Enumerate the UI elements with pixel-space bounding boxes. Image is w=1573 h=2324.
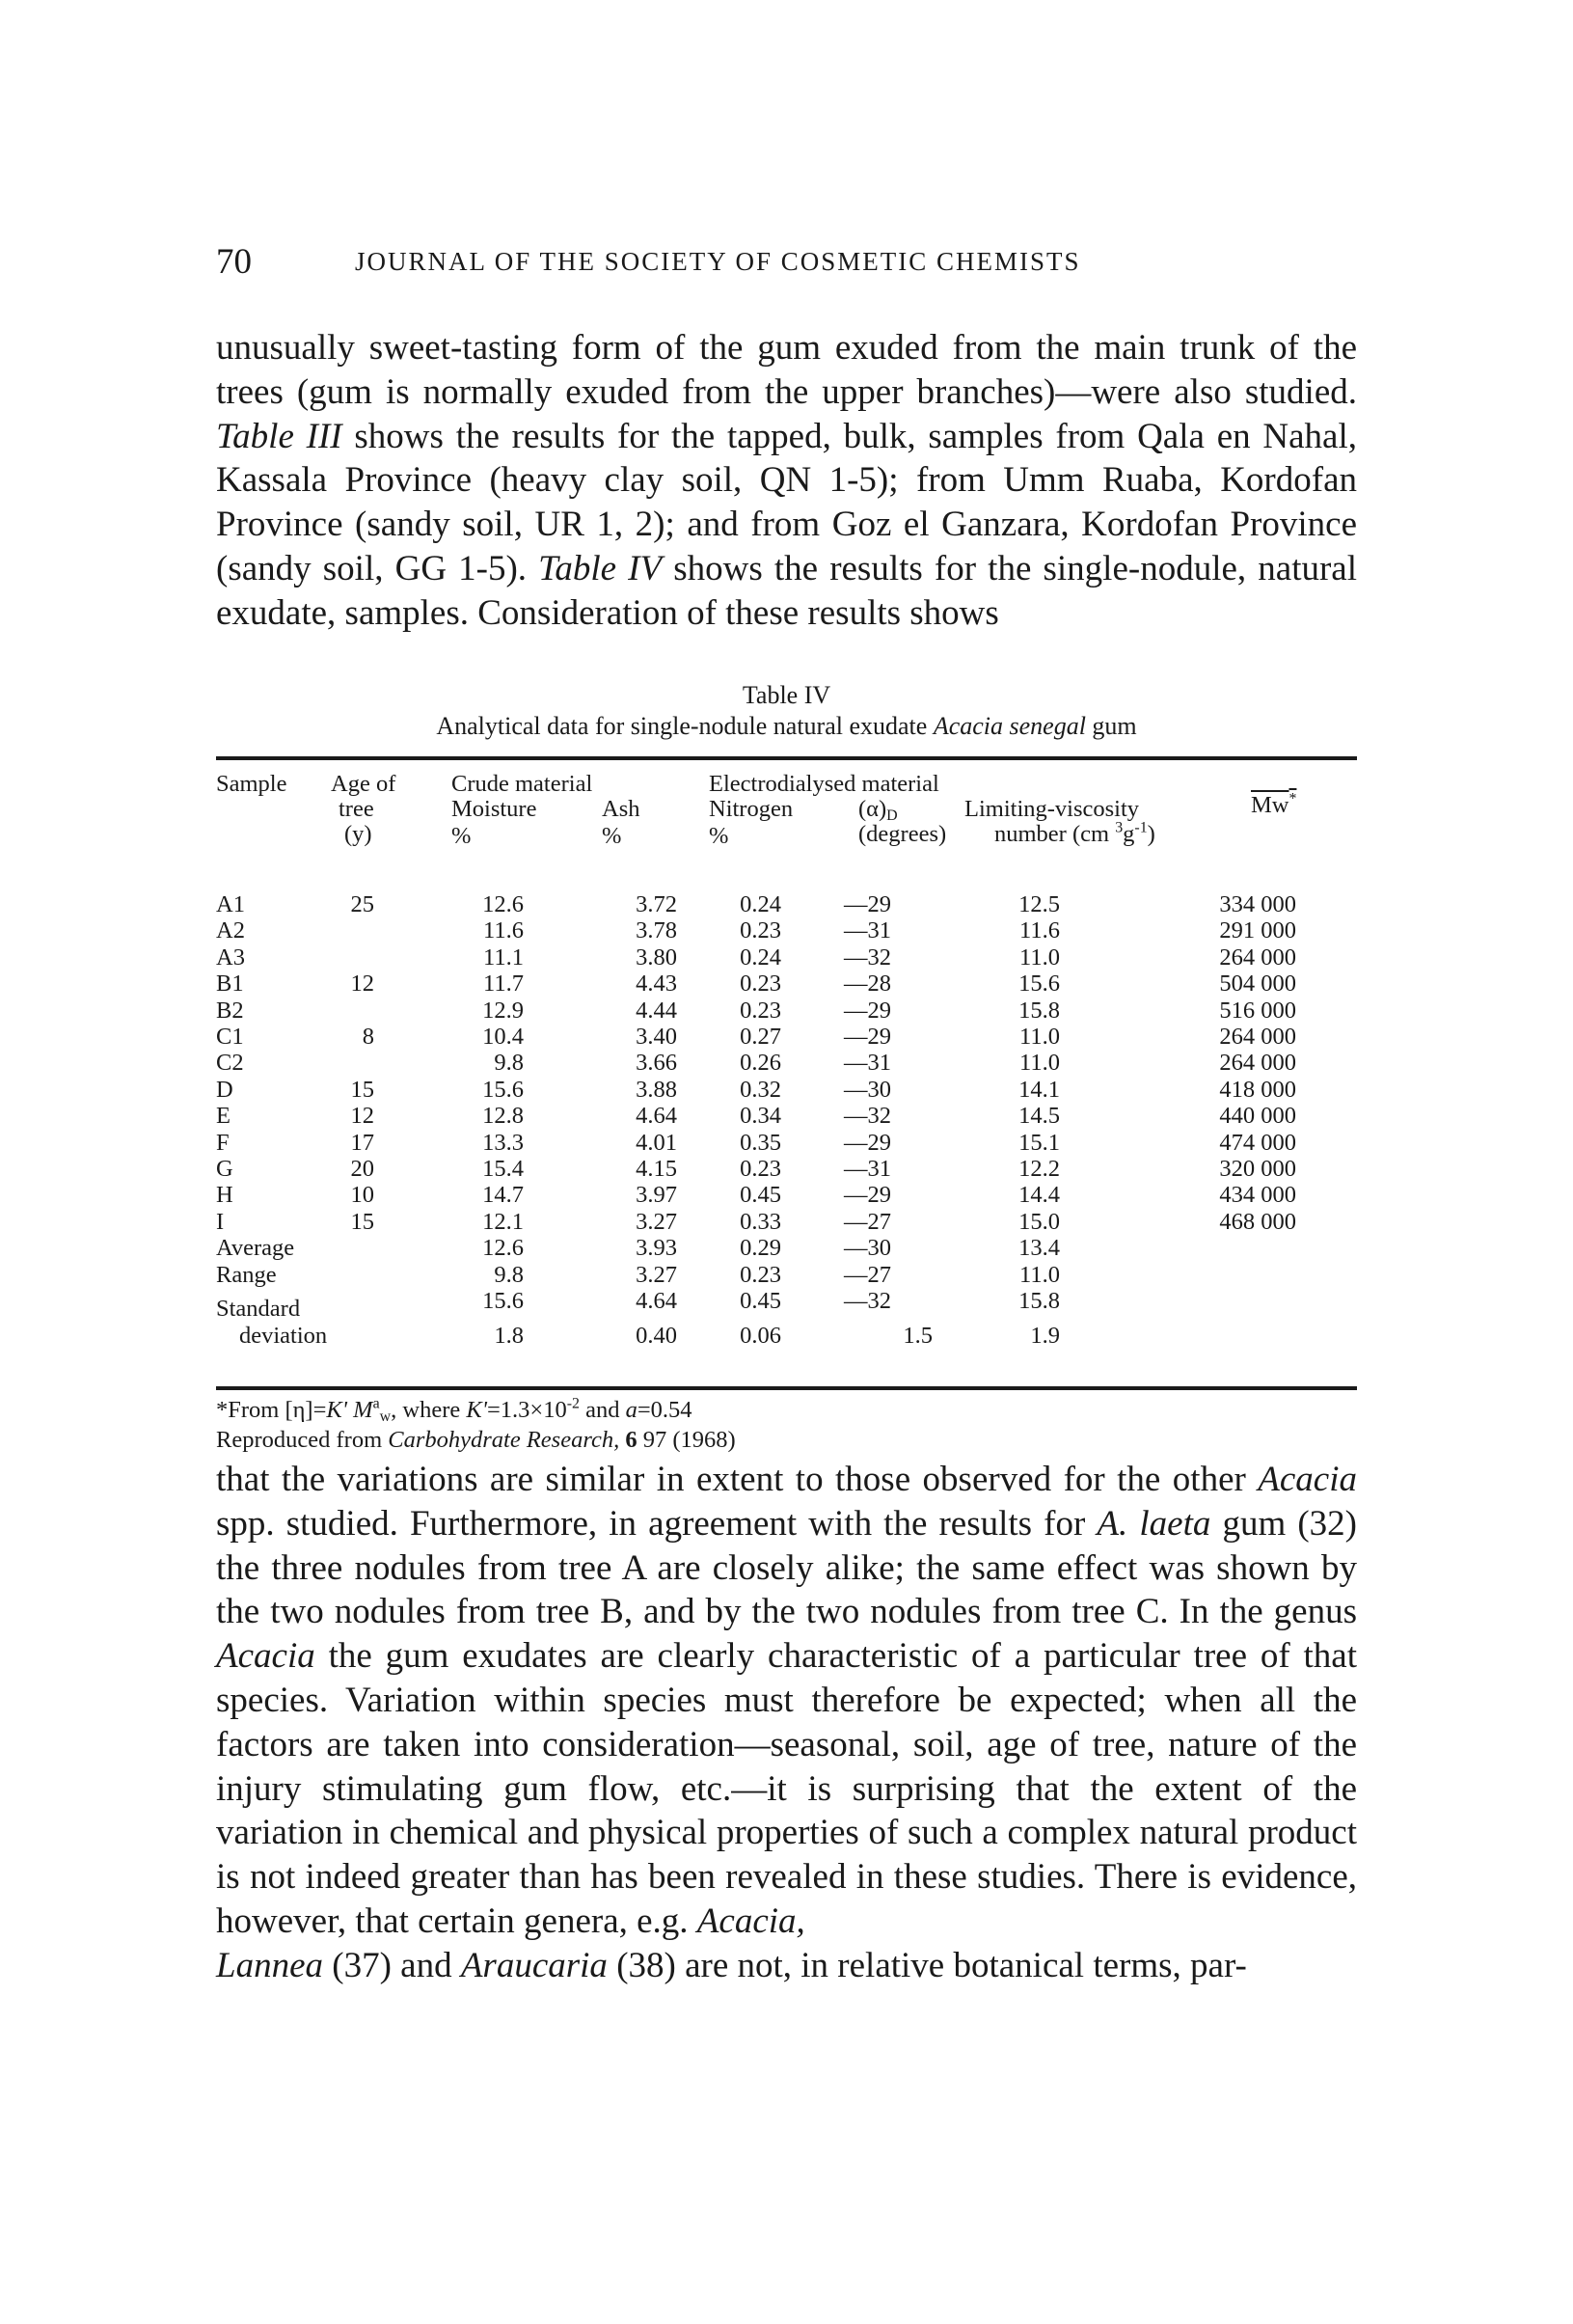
header-alpha-sub: D <box>886 807 898 824</box>
cell-nitrogen: 0.35 <box>740 1129 781 1156</box>
footnote-text: and <box>579 1397 626 1423</box>
cell-alpha: —29 <box>844 997 891 1024</box>
header-lv: Limiting-viscosity <box>964 796 1140 822</box>
table-row <box>216 1078 1357 1104</box>
cell-nitrogen: 0.45 <box>740 1182 781 1209</box>
footnote-sup: -2 <box>566 1395 580 1412</box>
cell-moisture: 15.6 <box>482 1076 524 1103</box>
header-mw-star: * <box>1288 790 1297 807</box>
cell-age: 25 <box>350 891 374 917</box>
cell-moisture: 15.4 <box>482 1156 524 1182</box>
paragraph-text: (38) are not, in relative botanical terms, par- <box>607 1945 1247 1985</box>
cell-moisture: 13.3 <box>482 1129 524 1156</box>
cell-lvn: 12.2 <box>1018 1156 1060 1182</box>
cell-sample: H <box>216 1182 233 1209</box>
footnote-text: , where <box>391 1397 467 1423</box>
cell-nitrogen: 0.33 <box>740 1208 781 1235</box>
footnote-var: a <box>625 1397 637 1423</box>
cell-age: 15 <box>350 1076 374 1103</box>
cell-moisture: 12.8 <box>482 1103 524 1130</box>
footnote-sub: w <box>379 1408 392 1425</box>
footnote-text: *From [η]= <box>216 1397 327 1423</box>
cell-mw: 291 000 <box>1219 917 1296 944</box>
header-nitrogen: Nitrogen <box>709 796 794 822</box>
cell-sample: F <box>216 1129 230 1156</box>
caption-text: gum <box>1085 712 1137 740</box>
cell-nitrogen: 0.29 <box>740 1235 781 1262</box>
cell-age: 20 <box>350 1156 374 1182</box>
cell-ash: 4.64 <box>636 1103 677 1130</box>
cell-lvn: 14.5 <box>1018 1103 1060 1130</box>
genus-name: Acacia <box>216 1636 315 1677</box>
cell-nitrogen: 0.45 <box>740 1288 781 1314</box>
header-lv-unit <box>994 819 1155 847</box>
table-row <box>216 892 1357 918</box>
header-sample: Sample <box>216 771 287 797</box>
cell-mw: 516 000 <box>1219 997 1296 1024</box>
cell-alpha: —29 <box>844 1129 891 1156</box>
paragraph-text: shows the results for the single-nodule, natural exudate, samples. Consideration of these results shows <box>216 548 1358 633</box>
paragraph-text: unusually sweet-tasting form of the gum exuded from the main trunk of the trees (gum is normally exuded from the upper branches)—were also studied. <box>216 328 1357 412</box>
cell-lvn: 14.1 <box>1018 1076 1060 1103</box>
cell-moisture: 12.6 <box>482 1235 524 1262</box>
cell-ash: 3.27 <box>636 1208 677 1235</box>
cell-sample: I <box>216 1208 225 1235</box>
cell-lvn: 11.6 <box>1019 917 1060 944</box>
header-alpha-unit: (degrees) <box>858 821 947 847</box>
table-row <box>216 1051 1357 1077</box>
species-name: A. laeta <box>1097 1503 1211 1544</box>
footnote-volume: 6 <box>619 1427 637 1453</box>
cell-mw: 440 000 <box>1219 1103 1296 1130</box>
cell-alpha: —30 <box>844 1235 891 1262</box>
cell-moisture: 12.6 <box>482 891 524 917</box>
cell-lvn: 11.0 <box>1019 1050 1060 1077</box>
cell-ash: 4.15 <box>636 1156 677 1182</box>
table-row <box>216 1157 1357 1183</box>
header-lv-sup: -1 <box>1134 819 1148 836</box>
cell-nitrogen: 0.34 <box>740 1103 781 1130</box>
cell-ash: 3.40 <box>636 1024 677 1050</box>
cell-mw: 434 000 <box>1219 1182 1296 1209</box>
cell-age: 12 <box>350 1103 374 1130</box>
cell-sample: Range <box>216 1261 277 1288</box>
footnote-text: =1.3×10 <box>486 1397 567 1423</box>
journal-title: JOURNAL OF THE SOCIETY OF COSMETIC CHEMISTS <box>355 247 1081 276</box>
cell-alpha: —27 <box>844 1208 891 1235</box>
table-row <box>216 1104 1357 1130</box>
cell-age: 10 <box>350 1182 374 1209</box>
cell-alpha: —32 <box>844 1288 891 1314</box>
cell-age: 15 <box>350 1208 374 1235</box>
cell-lvn: 14.4 <box>1018 1182 1060 1209</box>
table-top-rule <box>216 756 1357 760</box>
cell-alpha: —31 <box>844 1050 891 1077</box>
cell-alpha: —27 <box>844 1261 891 1288</box>
cell-moisture: 11.1 <box>483 943 524 971</box>
cell-alpha: —32 <box>844 1103 891 1130</box>
header-lv-sup: 3 <box>1115 819 1124 836</box>
header-ash-unit: % <box>602 823 622 849</box>
cell-moisture: 15.6 <box>482 1288 524 1314</box>
cell-moisture: 10.4 <box>482 1024 524 1050</box>
std-ash: 0.40 <box>636 1323 677 1349</box>
footnote-var: M <box>347 1397 373 1423</box>
cell-mw: 418 000 <box>1219 1076 1296 1103</box>
cell-alpha: —29 <box>844 1182 891 1209</box>
footnote-formula <box>216 1397 692 1424</box>
genus-name: Lannea <box>216 1945 323 1985</box>
cell-alpha: —30 <box>844 1076 891 1103</box>
cell-nitrogen: 0.27 <box>740 1024 781 1050</box>
table-row <box>216 945 1357 971</box>
cell-lvn: 15.0 <box>1018 1208 1060 1235</box>
header-ash: Ash <box>602 796 640 822</box>
cell-mw: 264 000 <box>1219 1050 1296 1077</box>
table-row <box>216 1210 1357 1236</box>
cell-nitrogen: 0.23 <box>740 1156 781 1182</box>
cell-lvn: 11.0 <box>1019 1261 1060 1288</box>
header-crude: Crude material <box>451 771 593 797</box>
header-lv-text: number (cm <box>994 821 1116 847</box>
cell-ash: 3.72 <box>636 891 677 917</box>
cell-nitrogen: 0.32 <box>740 1076 781 1103</box>
cell-nitrogen: 0.23 <box>740 917 781 944</box>
cell-sample: A2 <box>216 917 245 944</box>
cell-sample: B2 <box>216 997 244 1024</box>
cell-mw: 264 000 <box>1219 943 1296 971</box>
std-lvn: 1.9 <box>1030 1323 1060 1349</box>
table-row <box>216 1131 1357 1157</box>
std-moisture: 1.8 <box>494 1323 524 1349</box>
table-row <box>216 1025 1357 1051</box>
cell-mw: 468 000 <box>1219 1208 1296 1235</box>
cell-mw: 320 000 <box>1219 1156 1296 1182</box>
paragraph-text: shows the results for the tapped, bulk, samples from Qala en Nahal, Kassala Province (heavy clay soil, QN 1-5); from Umm Ruaba, Kordofan Province (sandy soil, UR 1, 2); and from Goz el Ganzara, Kordofan Province (sandy soil, GG 1-5). <box>216 416 1357 588</box>
cell-lvn: 11.0 <box>1019 943 1060 971</box>
paragraph-last-line <box>216 1946 1247 1985</box>
cell-ash: 3.88 <box>636 1076 677 1103</box>
cell-sample: C1 <box>216 1024 244 1050</box>
table-bottom-rule <box>216 1386 1357 1390</box>
cell-alpha: —32 <box>844 943 891 971</box>
paragraph-text: the gum exudates are clearly characteristic of a particular tree of that species. Variation within species must therefore be expected; when all the factors are taken into consideration—seasonal, soil, age of tree, nature of the injury stimulating gum flow, etc.—it is surprising that the extent of the variation in chemical and physical properties of such a complex natural product is not indeed greater than has been revealed in these studies. There is evidence, however, that certain genera, e.g. <box>216 1636 1357 1941</box>
cell-age: 8 <box>362 1024 374 1050</box>
cell-ash: 3.93 <box>636 1235 677 1262</box>
header-age-tree: tree <box>339 796 374 822</box>
table-row <box>216 1236 1357 1262</box>
caption-species: Acacia senegal <box>933 712 1086 740</box>
header-moisture: Moisture <box>451 796 537 822</box>
cell-sample: A1 <box>216 891 245 917</box>
header-mw <box>1251 790 1297 818</box>
cell-nitrogen: 0.24 <box>740 943 781 971</box>
header-moisture-unit: % <box>451 823 472 849</box>
table-row <box>216 998 1357 1025</box>
cell-mw: 474 000 <box>1219 1129 1296 1156</box>
std-label: Standard <box>216 1296 301 1322</box>
paragraph-text: gum (32) the three nodules from tree A are closely alike; the same effect was shown by the two nodules from tree B, and by the two nodules from tree C. In the genus <box>216 1503 1357 1632</box>
cell-moisture: 9.8 <box>494 1050 524 1077</box>
cell-lvn: 15.8 <box>1018 997 1060 1024</box>
footnote-var: K' <box>326 1397 348 1423</box>
cell-lvn: 15.1 <box>1018 1129 1060 1156</box>
cell-lvn: 15.8 <box>1018 1288 1060 1314</box>
std-label: deviation <box>239 1323 328 1349</box>
header-alpha-symbol: (α) <box>858 796 887 822</box>
footnote-journal: Carbohydrate Research, <box>388 1427 620 1453</box>
table-row <box>216 918 1357 944</box>
header-electro: Electrodialysed material <box>709 771 939 797</box>
genus-name: Acacia, <box>696 1900 805 1941</box>
table-row <box>216 971 1357 998</box>
cell-mw: 504 000 <box>1219 971 1296 998</box>
cell-ash: 4.01 <box>636 1129 677 1156</box>
footnote-var: K' <box>466 1397 487 1423</box>
header-lv-close: ) <box>1147 821 1155 847</box>
cell-nitrogen: 0.23 <box>740 971 781 998</box>
header-nitrogen-unit: % <box>709 823 729 849</box>
cell-ash: 4.43 <box>636 971 677 998</box>
table-row <box>216 1183 1357 1209</box>
cell-moisture: 12.9 <box>482 997 524 1024</box>
caption-text: Analytical data for single-nodule natural exudate <box>436 712 934 740</box>
footnote-text: 97 (1968) <box>637 1427 736 1453</box>
cell-alpha: —31 <box>844 917 891 944</box>
cell-mw: 264 000 <box>1219 1024 1296 1050</box>
page-number: 70 <box>216 242 252 282</box>
data-table <box>216 772 1357 1351</box>
header-age-unit: (y) <box>344 821 372 847</box>
paragraph-text: (37) and <box>323 1945 461 1985</box>
cell-alpha: —29 <box>844 891 891 917</box>
std-alpha: 1.5 <box>903 1323 933 1349</box>
cell-lvn: 12.5 <box>1018 891 1060 917</box>
table-title: Table IV <box>742 681 831 709</box>
std-nitrogen: 0.06 <box>740 1323 781 1349</box>
cell-moisture: 11.7 <box>483 971 524 998</box>
cell-sample: D <box>216 1076 233 1103</box>
cell-alpha: —28 <box>844 971 891 998</box>
table-reference: Table III <box>216 416 342 456</box>
cell-moisture: 11.6 <box>483 917 524 944</box>
body-paragraph-1 <box>216 326 1357 636</box>
header-alpha <box>858 797 898 822</box>
genus-name: Araucaria <box>460 1945 608 1985</box>
cell-mw: 334 000 <box>1219 891 1296 917</box>
cell-moisture: 12.1 <box>482 1208 524 1235</box>
table-row <box>216 1263 1357 1289</box>
cell-sample: C2 <box>216 1050 244 1077</box>
header-lv-g: g <box>1123 821 1135 847</box>
cell-nitrogen: 0.23 <box>740 1261 781 1288</box>
paragraph-text: that the variations are similar in extent to those observed for the other <box>216 1460 1259 1499</box>
cell-ash: 4.44 <box>636 997 677 1024</box>
page-header <box>0 241 1573 280</box>
footnote-text: Reproduced from <box>216 1427 389 1453</box>
body-paragraph-2 <box>216 1458 1357 1988</box>
cell-sample: Average <box>216 1235 295 1262</box>
footnote-sup: a <box>372 1395 380 1412</box>
footnote-source <box>216 1427 736 1454</box>
cell-sample: A3 <box>216 943 245 971</box>
cell-moisture: 9.8 <box>494 1261 524 1288</box>
cell-moisture: 14.7 <box>482 1182 524 1209</box>
cell-age: 12 <box>350 971 374 998</box>
cell-lvn: 13.4 <box>1018 1235 1060 1262</box>
cell-sample: G <box>216 1156 233 1182</box>
genus-name: Acacia <box>1258 1460 1357 1499</box>
cell-nitrogen: 0.24 <box>740 891 781 917</box>
cell-ash: 3.97 <box>636 1182 677 1209</box>
cell-alpha: —31 <box>844 1156 891 1182</box>
cell-sample: E <box>216 1103 231 1130</box>
header-mw-text: Mw <box>1251 792 1289 818</box>
cell-lvn: 15.6 <box>1018 971 1060 998</box>
paragraph-text: spp. studied. Furthermore, in agreement with the results for <box>216 1503 1098 1544</box>
cell-nitrogen: 0.26 <box>740 1050 781 1077</box>
cell-ash: 3.27 <box>636 1261 677 1288</box>
cell-alpha: —29 <box>844 1024 891 1050</box>
header-age: Age of <box>331 771 396 797</box>
cell-ash: 3.80 <box>636 943 677 971</box>
table-reference: Table IV <box>538 548 663 588</box>
cell-sample: B1 <box>216 971 244 998</box>
cell-ash: 4.64 <box>636 1288 677 1314</box>
cell-ash: 3.78 <box>636 917 677 944</box>
cell-lvn: 11.0 <box>1019 1024 1060 1050</box>
cell-nitrogen: 0.23 <box>740 997 781 1024</box>
footnote-text: =0.54 <box>637 1397 692 1423</box>
cell-ash: 3.66 <box>636 1050 677 1077</box>
table-caption <box>216 712 1357 741</box>
cell-age: 17 <box>350 1129 374 1156</box>
table-row <box>216 1289 1357 1315</box>
